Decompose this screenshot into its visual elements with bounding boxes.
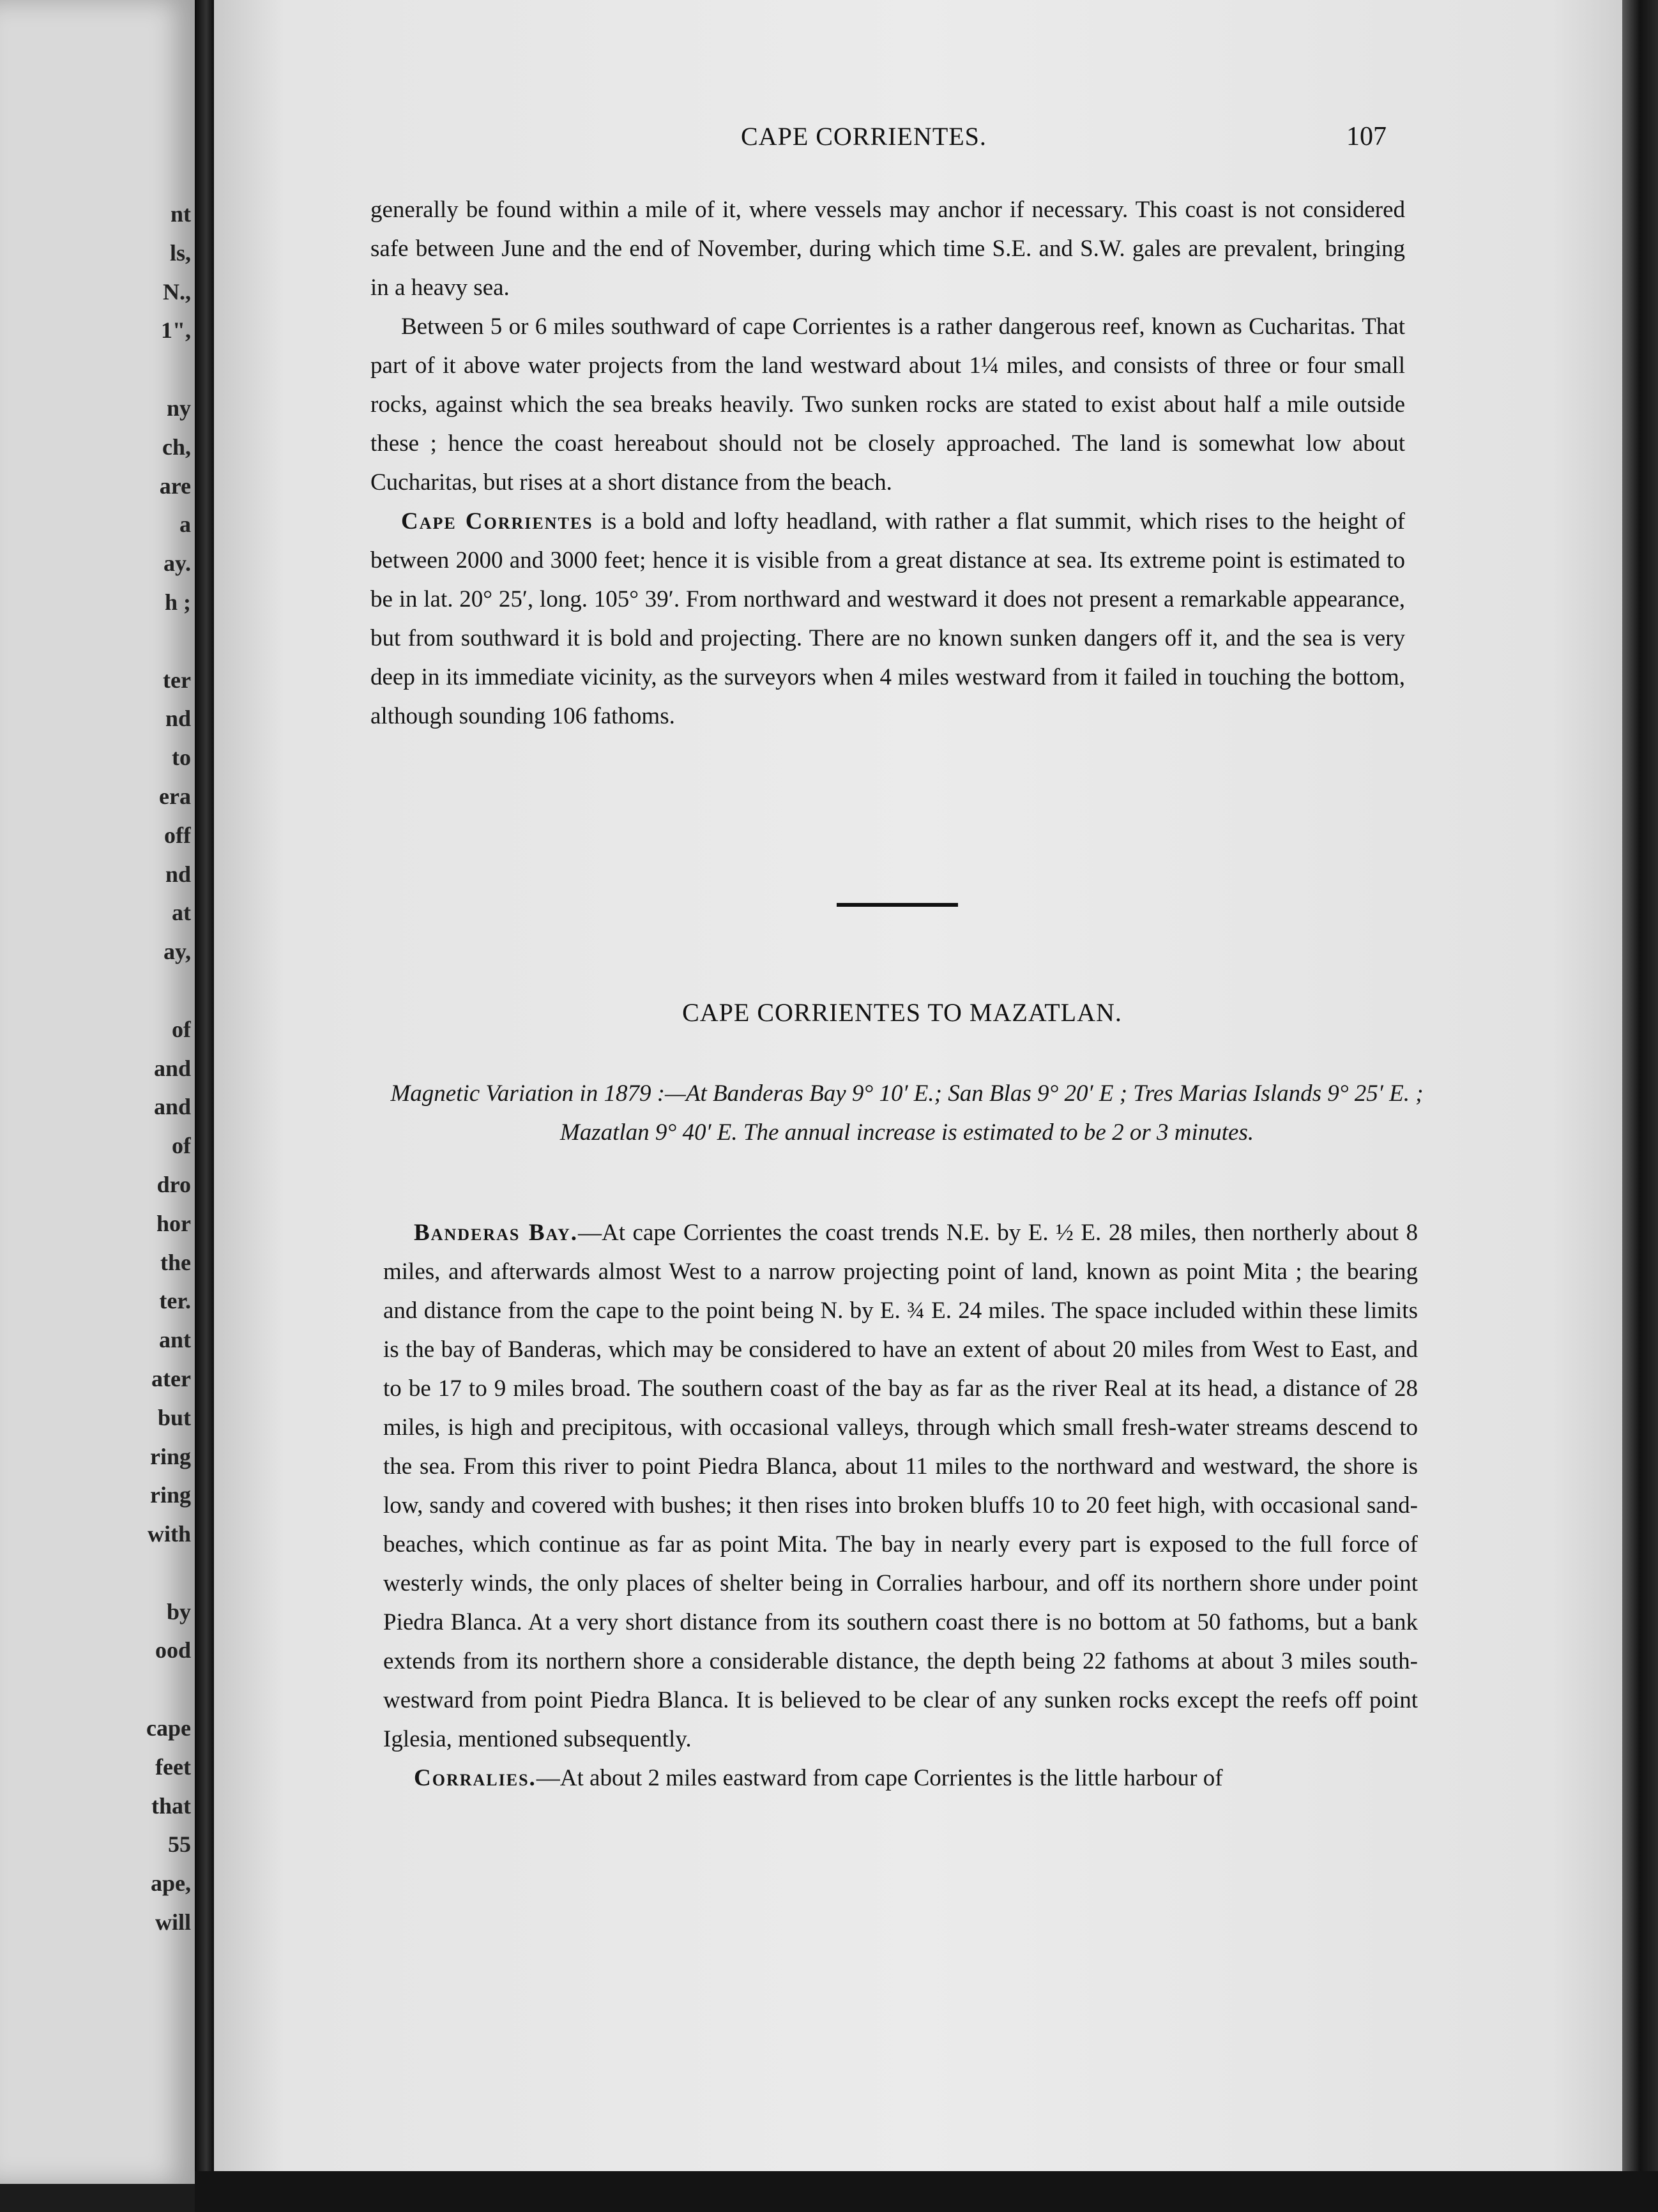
facing-page-fragment-line: are xyxy=(159,473,191,499)
facing-page-fragment-line: that xyxy=(151,1792,191,1819)
facing-page-fragment-line: ls, xyxy=(169,239,191,266)
facing-page-fragment-line: cape xyxy=(146,1715,191,1741)
intro-paragraph-1: generally be found within a mile of it, where vessels may anchor if necessary. This coast is not considered safe between June and the end of November, during which time S.E. and S.W. gales are prevalent, bringing in a heavy sea. xyxy=(370,197,1405,301)
facing-page-fragment-line xyxy=(114,1670,191,1709)
facing-page-fragment-line: ater xyxy=(151,1365,191,1391)
facing-page-fragment-line: the xyxy=(160,1249,191,1275)
facing-page-fragment-line: ter xyxy=(163,667,191,693)
facing-page-fragment-line xyxy=(114,622,191,661)
corralies-paragraph xyxy=(383,1759,1418,1798)
facing-page-fragment-line: ring xyxy=(149,1443,191,1469)
facing-page-fragment-line xyxy=(114,350,191,389)
facing-page-fragment-line: will xyxy=(155,1909,191,1936)
facing-page-fragment-line: ay, xyxy=(163,939,191,965)
running-header: CAPE CORRIENTES. xyxy=(741,122,987,151)
intro-paragraph-2: Between 5 or 6 miles southward of cape Corrientes is a rather dangerous reef, known as Cucharitas. That part of it above water projects from the land westward about 1¼ miles, and consists of three or four small rocks, against which the sea breaks heavily. Two sunken rocks are stated to exist about half a mile outside these ; hence the coast hereabout should not be closely approached. The land is somewhat low about Cucharitas, but rises at a short distance from the beach. xyxy=(370,314,1405,496)
facing-page-fragment-line: feet xyxy=(155,1754,191,1780)
facing-page-fragment-line: ring xyxy=(149,1482,191,1508)
facing-page-fragment-line: ood xyxy=(155,1637,191,1663)
facing-page-fragment-line: 55 xyxy=(168,1831,191,1858)
page-edge-bottom xyxy=(195,2171,1658,2212)
facing-page-fragment-line: nd xyxy=(165,706,191,732)
facing-page-fragment-line: era xyxy=(159,783,191,809)
facing-page-fragment-line: ay. xyxy=(163,550,191,577)
banderas-bay-text: —At cape Corrientes the coast trends N.E. by E. ½ E. 28 miles, then northerly about 8 miles, and afterwards almost West to a narrow projecting point of land, known as point Mita ; the bearing and distance from the cape to the point being N. by E. ¾ E. 24 miles. The space included within these limits is the bay of Banderas, which may be considered to have an extent of about 20 miles from West to East, and to be 17 to 9 miles broad. The southern coast of the bay as far as the river Real at its head, a distance of 28 miles, is high and precipitous, with occasional valleys, through which small fresh-water streams descend to the sea. From this river to point Piedra Blanca, about 11 miles to the northward and westward, the shore is low, sandy and covered with bushes; it then rises into broken bluffs 10 to 20 feet high, with occasional sand-beaches, which continue as far as point Mita. The bay in nearly every part is exposed to the full force of westerly winds, the only places of shelter being in Corralies harbour, and off its northern shore under point Piedra Blanca. At a very short distance from its southern coast there is no bottom at 50 fathoms, but a bank extends from its northern shore a considerable distance, the depth being 22 fathoms at about 3 miles south-westward from point Piedra Blanca. It is believed to be clear of any sunken rocks except the reefs off point Iglesia, mentioned subsequently. xyxy=(383,1220,1418,1752)
facing-page-fragment-line: ch, xyxy=(162,434,191,460)
intro-text xyxy=(370,190,1405,736)
facing-page-fragment-line: ant xyxy=(158,1327,191,1353)
section-divider xyxy=(837,903,958,907)
facing-page-fragment-line: with xyxy=(147,1521,191,1547)
facing-page-fragment-line xyxy=(114,971,191,1010)
facing-page-fragment-line: and xyxy=(153,1094,191,1120)
facing-page-fragment xyxy=(0,0,195,2184)
facing-page-fragment-line: and xyxy=(153,1055,191,1081)
banderas-bay-paragraph xyxy=(383,1213,1418,1759)
facing-page-fragment-line: nd xyxy=(165,861,191,887)
facing-page-fragment-line: but xyxy=(157,1404,191,1430)
section-heading: CAPE CORRIENTES TO MAZATLAN. xyxy=(682,998,1122,1027)
facing-page-fragment-line: off xyxy=(164,822,191,848)
cape-corrientes-lead: Cape Corrientes xyxy=(401,508,593,534)
facing-page-fragment-line: dro xyxy=(156,1171,191,1197)
facing-page-fragment-line: hor xyxy=(156,1210,191,1236)
page-edge-right xyxy=(1622,0,1658,2212)
corralies-text: —At about 2 miles eastward from cape Corrientes is the little harbour of xyxy=(536,1765,1223,1791)
facing-page-fragment-line: of xyxy=(172,1016,191,1042)
facing-page-fragment-line: ape, xyxy=(151,1870,191,1897)
facing-page-fragment-line: N., xyxy=(163,278,191,305)
facing-page-fragment-line: ter. xyxy=(159,1288,191,1314)
facing-page-fragment-line: at xyxy=(172,900,191,926)
banderas-bay-lead: Banderas Bay. xyxy=(414,1220,579,1246)
facing-page-fragment-line: nt xyxy=(170,201,191,227)
banderas-text xyxy=(383,1213,1418,1798)
book-gutter xyxy=(195,0,214,2212)
magnetic-variation-note: Magnetic Variation in 1879 :—At Banderas Bay 9° 10′ E.; San Blas 9° 20′ E ; Tres Marias Islands 9° 25′ E. ; Mazatlan 9° 40′ E. The annual increase is estimated to be 2 or 3 minutes. xyxy=(390,1080,1424,1146)
facing-page-fragment-line: ny xyxy=(166,395,191,421)
facing-page-text-column xyxy=(114,195,191,1942)
page-number: 107 xyxy=(1346,122,1387,151)
facing-page-fragment-line: a xyxy=(179,511,191,538)
facing-page-fragment-line: to xyxy=(172,745,191,771)
cape-corrientes-paragraph xyxy=(370,502,1405,736)
corralies-lead: Corralies. xyxy=(414,1765,536,1791)
facing-page-fragment-line xyxy=(114,1554,191,1593)
facing-page-fragment-line: by xyxy=(166,1598,191,1625)
facing-page-fragment-line: 1", xyxy=(161,317,191,344)
facing-page-fragment-line: h ; xyxy=(164,589,191,615)
facing-page-fragment-line: of xyxy=(172,1133,191,1159)
cape-corrientes-text: is a bold and lofty headland, with rather a flat summit, which rises to the height of between 2000 and 3000 feet; hence it is visible from a great distance at sea. Its extreme point is estimated to be in lat. 20° 25′, long. 105° 39′. From northward and westward it does not present a remarkable appearance, but from southward it is bold and projecting. There are no known sunken dangers off it, and the sea is very deep in its immediate vicinity, as the surveyors when 4 miles westward from it failed in touching the bottom, although sounding 106 fathoms. xyxy=(370,508,1405,729)
